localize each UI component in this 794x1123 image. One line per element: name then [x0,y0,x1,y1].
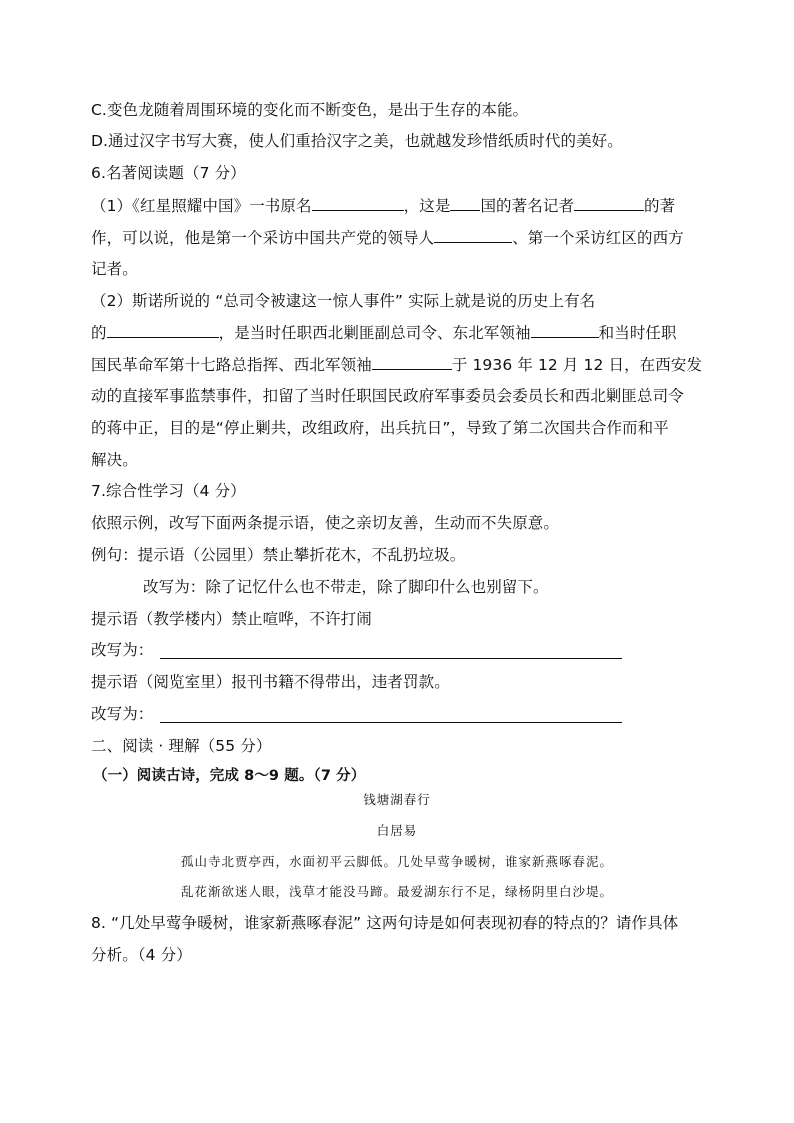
q7-example-rewrite: 改写为：除了记忆什么也不带走，除了脚印什么也别留下。 [143,578,549,596]
poem-author: 白居易 [376,823,418,838]
q7-title: 7.综合性学习（4 分） [91,482,246,500]
q6-1-line3: 记者。 [91,260,138,278]
q7-rewrite-1-label: 改写为： [91,641,154,659]
q6-2-line4: 动的直接军事监禁事件，扣留了当时任职国民政府军事委员会委员长和西北剿匪总司令 [91,387,684,405]
answer-blank[interactable] [434,227,512,243]
poem-title: 钱塘湖春行 [363,792,431,807]
answer-blank[interactable] [574,195,644,211]
section-2-heading: 二、阅读 · 理解（55 分） [91,737,272,755]
q7-prompt-2: 提示语（阅览室里）报刊书籍不得带出，违者罚款。 [91,673,450,691]
q6-1-text-e: 作，可以说，他是第一个采访中国共产党的领导人 [91,229,435,247]
q6-1-text-d: 的著 [644,197,676,215]
q6-2-text-c: ，是当时任职西北剿匪副总司令、东北军领袖 [218,324,531,342]
q6-1-text-b: ，这是 [403,197,451,215]
q6-2-line6: 解决。 [91,451,138,469]
q6-1-line2 [91,227,684,248]
q7-instruction: 依照示例，改写下面两条提示语，使之亲切友善，生动而不失原意。 [91,514,560,532]
q7-example: 例句：提示语（公园里）禁止攀折花木，不乱扔垃圾。 [91,546,466,564]
q6-1-text-f: 、第一个采访红区的西方 [512,229,684,247]
q6-1-line1 [91,195,675,216]
q6-2-line3 [91,354,702,375]
poem-line-2: 乱花渐欲迷人眼，浅草才能没马蹄。最爱湖东行不足，绿杨阴里白沙堤。 [180,884,613,899]
q6-1-text-c: 国的著名记者 [480,197,575,215]
subsection-1-heading: （一）阅读古诗，完成 8～9 题。（7 分） [93,768,366,784]
q6-2-text-f: 于 1936 年 12 月 12 日，在西安发 [451,356,703,374]
q6-2-text-b: 的 [91,324,107,342]
q8-line1: 8. “几处早莺争暖树，谁家新燕啄春泥” 这两句诗是如何表现初春的特点的？请作具体 [91,914,679,932]
q6-2-line5: 的蒋中正，目的是“停止剿共，改组政府，出兵抗日”，导致了第二次国共合作而和平 [91,419,669,437]
q6-title: 6.名著阅读题（7 分） [91,164,246,182]
q6-2-text-d: 和当时任职 [598,324,677,342]
answer-blank[interactable] [107,322,219,338]
poem-line-1: 孤山寺北贾亭西，水面初平云脚低。几处早莺争暖树，谁家新燕啄春泥。 [180,854,613,869]
q7-prompt-1: 提示语（教学楼内）禁止喧哗，不许打闹 [91,610,372,628]
answer-line-2[interactable] [160,722,622,723]
answer-line-1[interactable] [160,658,622,659]
answer-blank[interactable] [531,322,599,338]
option-c: C.变色龙随着周围环境的变化而不断变色，是出于生存的本能。 [91,101,529,119]
q6-1-text-a: （1）《红星照耀中国》一书原名 [91,197,312,215]
q6-2-text-e: 国民革命军第十七路总指挥、西北军领袖 [91,356,372,374]
q7-rewrite-2-label: 改写为： [91,705,154,723]
q6-2-line1: （2）斯诺所说的 “总司令被逮这一惊人事件” 实际上就是说的历史上有名 [91,292,596,310]
answer-blank[interactable] [312,195,404,211]
option-d: D.通过汉字书写大赛，使人们重拾汉字之美，也就越发珍惜纸质时代的美好。 [91,132,623,150]
q6-2-line2 [91,322,677,343]
answer-blank[interactable] [372,354,452,370]
q8-line2: 分析。（4 分） [91,946,192,964]
answer-blank[interactable] [450,195,480,211]
